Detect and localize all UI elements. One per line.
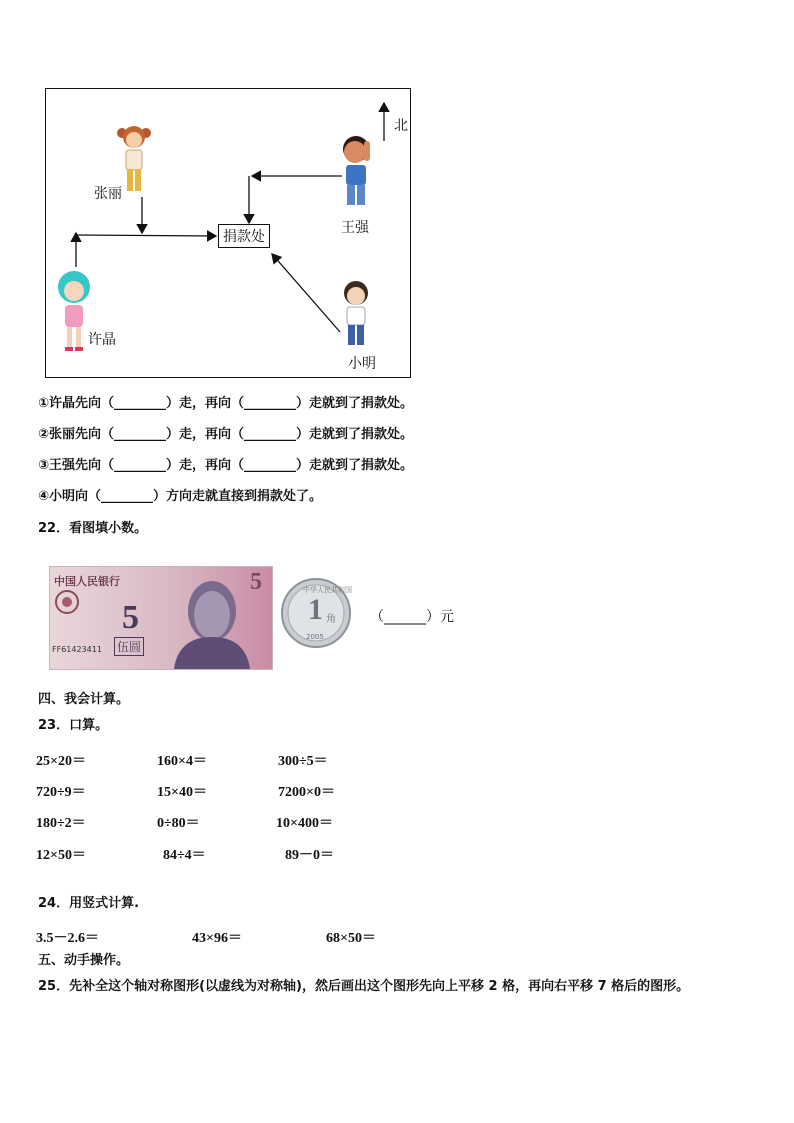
vertical-calc-3: 68×50＝ xyxy=(326,931,376,946)
mental-calc-r1c2: 160×4＝ xyxy=(157,754,207,769)
section5-title: 五、动手操作。 xyxy=(38,953,130,968)
section4-title: 四、我会计算。 xyxy=(38,692,130,707)
coin-image xyxy=(280,577,352,649)
xiaoming-figure xyxy=(336,279,376,349)
coin-unit: 角 xyxy=(326,614,336,625)
north-label: 北 xyxy=(394,118,408,134)
question-2: ②张丽先向（________）走，再向（________）走就到了捐款处。 xyxy=(38,427,414,442)
coin-rim-text: 中华人民共和国 xyxy=(303,586,352,594)
banknote-bank-name: 中国人民银行 xyxy=(54,575,120,588)
direction-map xyxy=(45,88,411,378)
arrow-xiaoming-northwest xyxy=(272,254,340,332)
xiaoming-label: 小明 xyxy=(348,356,376,372)
q22-title: 22．看图填小数。 xyxy=(38,521,148,536)
banknote-text: 伍圆 xyxy=(114,637,144,656)
donation-point: 捐款处 xyxy=(218,224,270,248)
coin-year: 2005 xyxy=(306,633,324,641)
banknote-portrait xyxy=(168,575,256,669)
mental-calc-r2c1: 720÷9＝ xyxy=(36,785,86,800)
mental-calc-r4c3: 89－0＝ xyxy=(285,848,334,863)
wangqiang-figure xyxy=(338,133,378,213)
question-4: ④小明向（________）方向走就直接到捐款处了。 xyxy=(38,489,323,504)
question-1: ①许晶先向（________）走，再向（________）走就到了捐款处。 xyxy=(38,396,414,411)
q23-title: 23．口算。 xyxy=(38,718,109,733)
mental-calc-r3c3: 10×400＝ xyxy=(276,816,333,831)
banknote-image xyxy=(49,566,273,670)
vertical-calc-1: 3.5－2.6＝ xyxy=(36,931,99,946)
zhangli-label: 张丽 xyxy=(94,186,122,202)
banknote-corner-denomination: 5 xyxy=(250,569,262,595)
mental-calc-r3c1: 180÷2＝ xyxy=(36,816,86,831)
vertical-calc-2: 43×96＝ xyxy=(192,931,242,946)
q24-title: 24．用竖式计算. xyxy=(38,896,140,911)
q22-answer-blank: （______）元 xyxy=(370,609,454,625)
coin-numeral: 1 xyxy=(308,593,323,626)
mental-calc-r4c2: 84÷4＝ xyxy=(163,848,206,863)
banknote-emblem xyxy=(54,589,80,615)
xujing-label: 许晶 xyxy=(88,332,116,348)
banknote-denomination: 5 xyxy=(122,599,139,636)
mental-calc-r3c2: 0÷80＝ xyxy=(157,816,200,831)
mental-calc-r2c3: 7200×0＝ xyxy=(278,785,335,800)
banknote-serial: FF61423411 xyxy=(52,645,102,654)
mental-calc-r4c1: 12×50＝ xyxy=(36,848,86,863)
arrow-west-to-donation xyxy=(76,235,216,236)
question-3: ③王强先向（________）走，再向（________）走就到了捐款处。 xyxy=(38,458,414,473)
mental-calc-r1c3: 300÷5＝ xyxy=(278,754,328,769)
q25-text: 25．先补全这个轴对称图形(以虚线为对称轴)，然后画出这个图形先向上平移 2 格，再向右平移 7 格后的图形。 xyxy=(38,979,690,994)
wangqiang-label: 王强 xyxy=(341,220,369,236)
mental-calc-r1c1: 25×20＝ xyxy=(36,754,86,769)
mental-calc-r2c2: 15×40＝ xyxy=(157,785,207,800)
